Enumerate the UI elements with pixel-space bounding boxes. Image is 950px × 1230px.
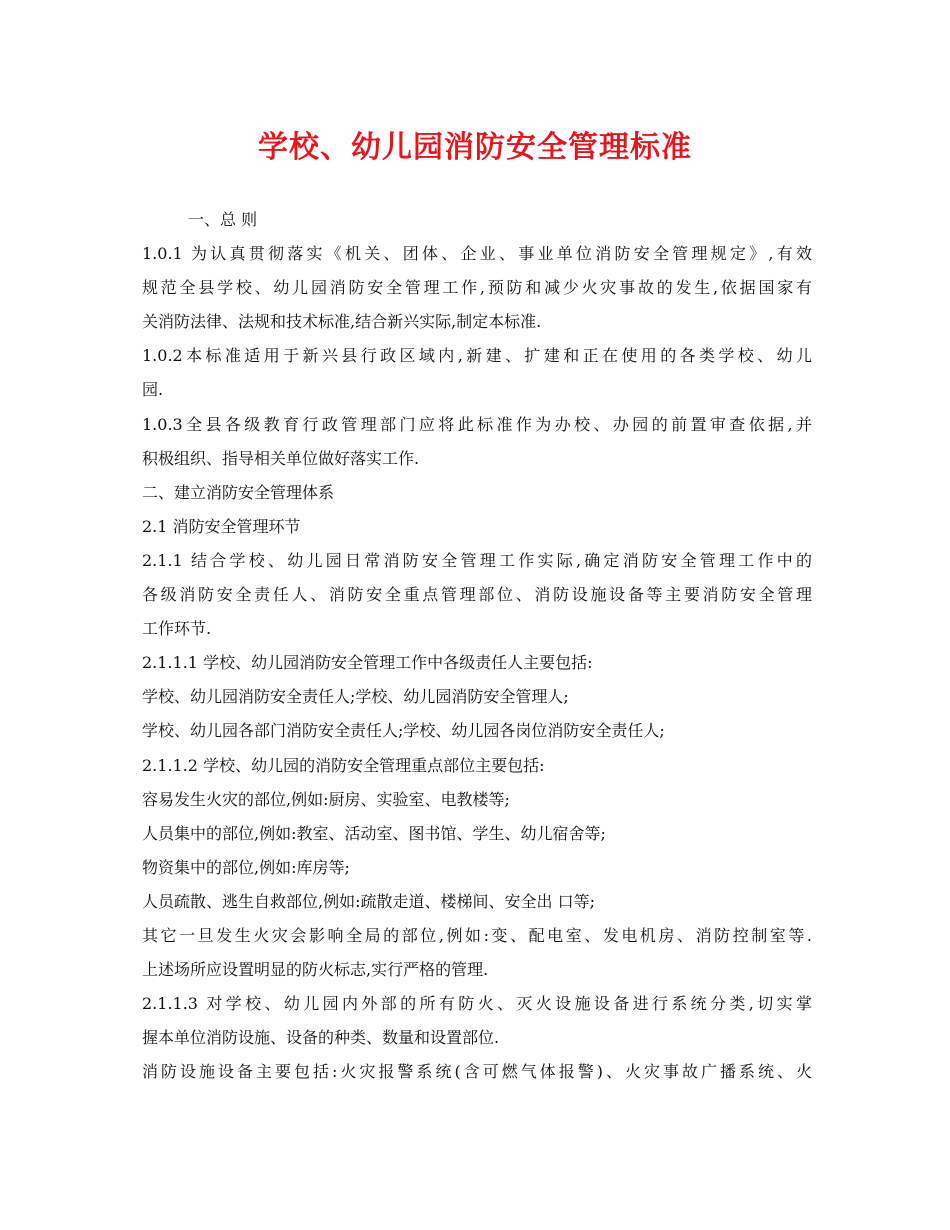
text-line: 消防设施设备主要包括:火灾报警系统(含可燃气体报警)、火灾事故广播系统、火 — [142, 1062, 812, 1082]
text-line: 各级消防安全责任人、消防安全重点管理部位、消防设施设备等主要消防安全管理 — [142, 585, 812, 605]
document-body — [142, 203, 812, 1089]
text-line: 规范全县学校、幼儿园消防安全管理工作,预防和减少火灾事故的发生,依据国家有 — [142, 278, 812, 298]
text-line: 工作环节. — [142, 619, 212, 639]
text-line: 物资集中的部位,例如:库房等; — [142, 857, 350, 877]
text-line: 2.1.1.3 对学校、幼儿园内外部的所有防火、灭火设施设备进行系统分类,切实掌 — [142, 994, 812, 1014]
text-line: 二、建立消防安全管理体系 — [142, 482, 335, 502]
document-title: 学校、幼儿园消防安全管理标准 — [258, 130, 692, 165]
text-line: 容易发生火灾的部位,例如:厨房、实验室、电教楼等; — [142, 789, 510, 809]
text-line: 人员集中的部位,例如:教室、活动室、图书馆、学生、幼儿宿舍等; — [142, 823, 606, 843]
text-line: 1.0.3全县各级教育行政管理部门应将此标准作为办校、办园的前置审查依据,并 — [142, 414, 812, 434]
text-line: 1.0.2本标准适用于新兴县行政区域内,新建、扩建和正在使用的各类学校、幼儿 — [142, 346, 812, 366]
text-line: 2.1 消防安全管理环节 — [142, 516, 301, 536]
text-line: 2.1.1.1 学校、幼儿园消防安全管理工作中各级责任人主要包括: — [142, 653, 593, 673]
text-line: 关消防法律、法规和技术标准,结合新兴实际,制定本标准. — [142, 312, 542, 332]
text-line: 人员疏散、逃生自救部位,例如:疏散走道、楼梯间、安全出 口等; — [142, 891, 595, 911]
text-line: 握本单位消防设施、设备的种类、数量和设置部位. — [142, 1028, 500, 1048]
text-line: 园. — [142, 380, 164, 400]
text-line: 2.1.1 结合学校、幼儿园日常消防安全管理工作实际,确定消防安全管理工作中的 — [142, 550, 812, 570]
text-line: 1.0.1 为认真贯彻落实《机关、团体、企业、事业单位消防安全管理规定》,有效 — [142, 244, 812, 264]
text-line: 上述场所应设置明显的防火标志,实行严格的管理. — [142, 960, 489, 980]
text-line: 积极组织、指导相关单位做好落实工作. — [142, 448, 420, 468]
text-line: 一、总 则 — [188, 210, 258, 229]
text-line: 其它一旦发生火灾会影响全局的部位,例如:变、配电室、发电机房、消防控制室等. — [142, 925, 812, 945]
text-line: 学校、幼儿园各部门消防安全责任人;学校、幼儿园各岗位消防安全责任人; — [142, 721, 665, 741]
text-line: 2.1.1.2 学校、幼儿园的消防安全管理重点部位主要包括: — [142, 755, 545, 775]
text-line: 学校、幼儿园消防安全责任人;学校、幼儿园消防安全管理人; — [142, 687, 569, 707]
